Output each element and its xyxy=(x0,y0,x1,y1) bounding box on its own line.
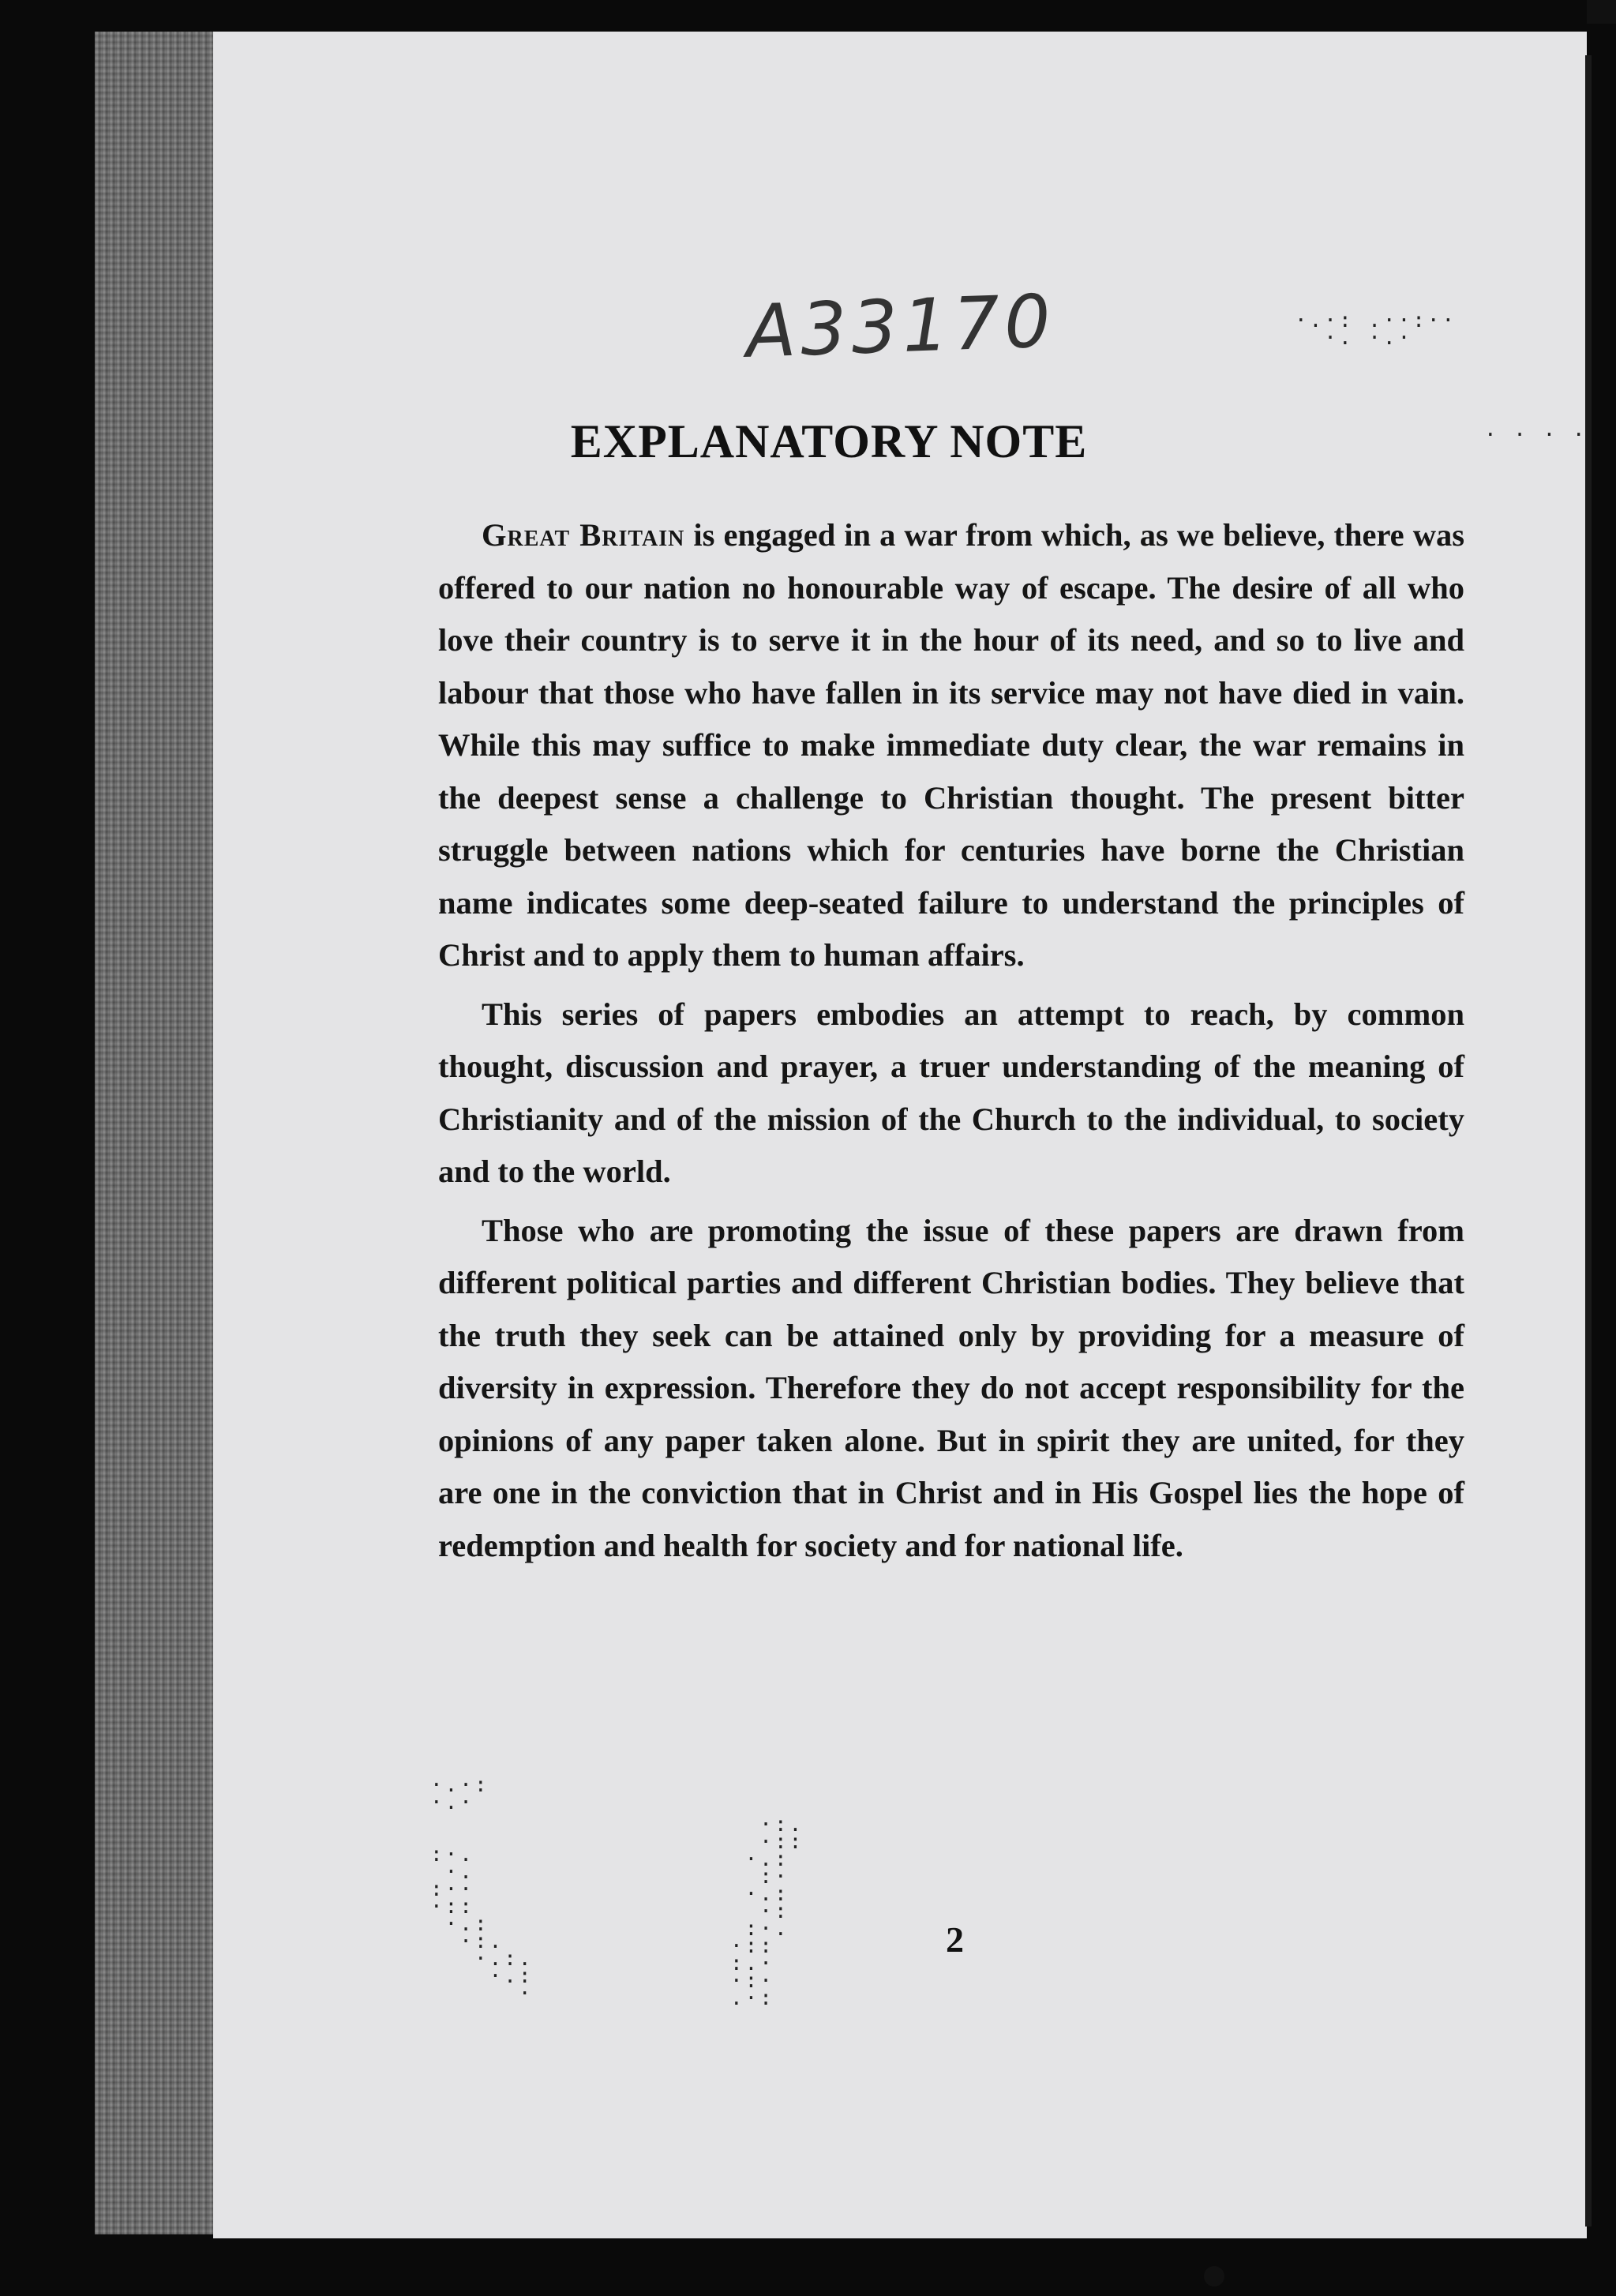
perforation-stamp-edge: · · · · xyxy=(1484,423,1588,447)
binding-edge xyxy=(95,32,213,2234)
page-title: EXPLANATORY NOTE xyxy=(570,415,1088,467)
scan-speck xyxy=(1587,0,1616,24)
paragraph-3: Those who are promoting the issue of these papers are drawn from different political parties and different Christian bodies. They believe that the truth they seek can be attained only by providing for a measure of diversity in expression. Therefore they do not accept responsibility for the opinions of any paper taken alone. But in spirit they are united, for they are one in the conviction that in Christ and in His Gospel lies the hope of redemption and health for society and for national life. xyxy=(438,1212,1464,1563)
handwritten-accession-number: A33170 xyxy=(744,279,1057,374)
paragraph-1 xyxy=(438,509,1464,982)
paragraph-1-text: is engaged in a war from which, as we believe, there was offered to our nation no honourable way of escape. The desire of all who love their country is to serve it in the hour of its need, and so to live and labour that those who have fallen in its service may not have died in vain. While this may suffice to make immediate duty clear, the war remains in the deepest sense a challenge to Christian thought. The present bitter struggle between nations which for centuries have borne the Christian name indicates some deep-seated failure to understand the principles of Christ and to apply them to human affairs. xyxy=(438,517,1464,973)
paragraph-1-lead: Great Britain xyxy=(482,517,685,553)
paragraph-2: This series of papers embodies an attempt to reach, by common thought, discussion and prayer, a truer understanding of the meaning of Christianity and of the mission of the Church to the individual, to society and to the world. xyxy=(438,996,1464,1189)
perforation-stamp-bottom-right: ·:. ·:: ·.: :· ·.: ·: :·. ·:: :.· ·:· .·: xyxy=(730,1813,804,2010)
explanatory-note-body xyxy=(438,509,1464,1572)
scan-speck xyxy=(1204,2266,1224,2287)
page-number: 2 xyxy=(946,1919,964,1960)
perforation-stamp-top-right: ·.·: .··:·· ·. ·.· xyxy=(1295,309,1457,350)
perforation-stamp-bottom-left: ·.·: ·.· :·. ·. :·· ·:: ·.: ·:. ·.:. ·.: · xyxy=(430,1773,534,2005)
page-right-edge xyxy=(1585,55,1592,2227)
